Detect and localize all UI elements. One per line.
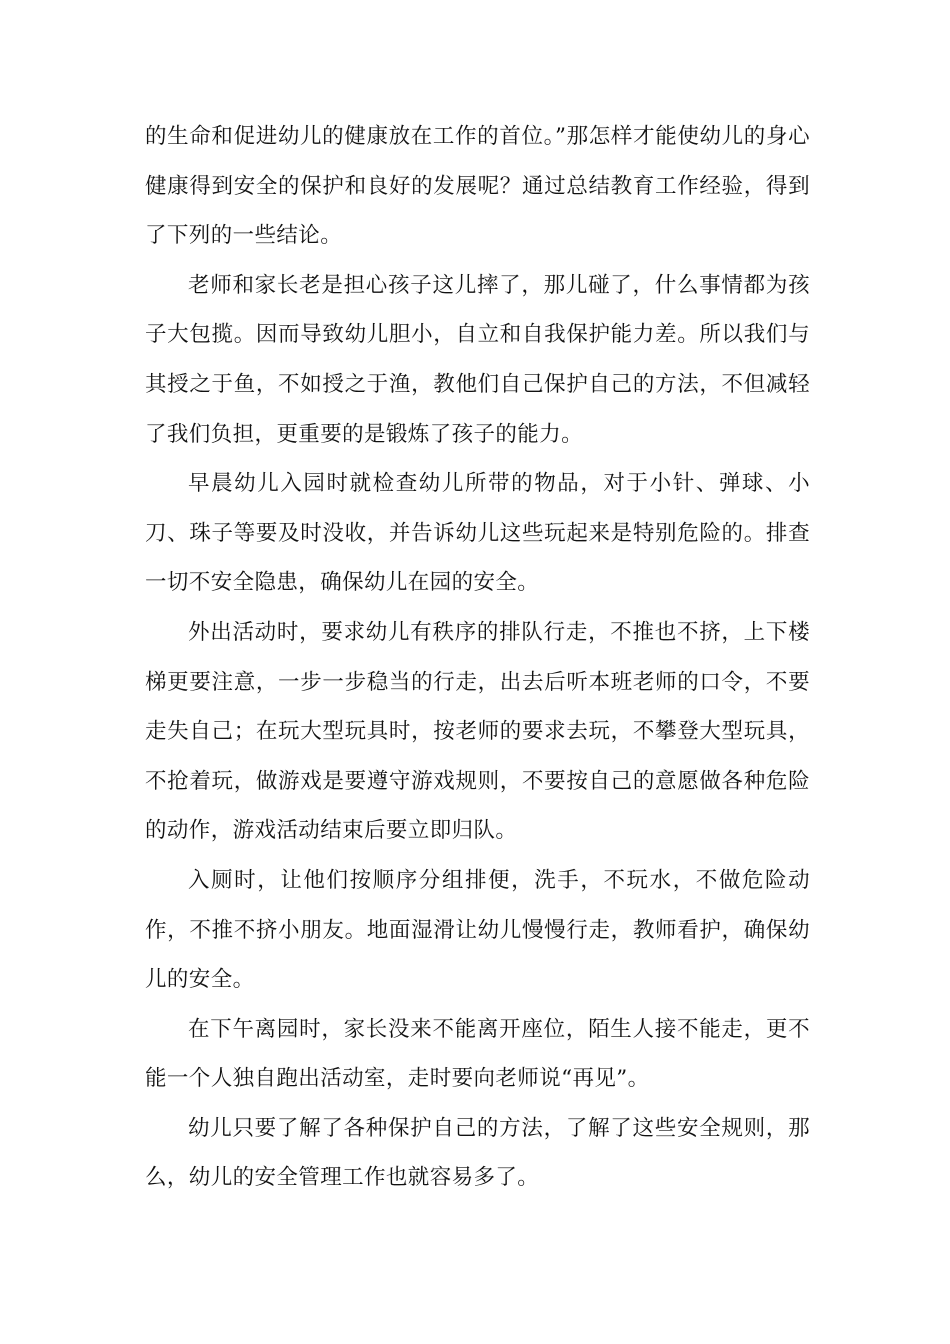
paragraph-continued: 的生命和促进幼儿的健康放在工作的首位。”那怎样才能使幼儿的身心健康得到安全的保护和良好的发展呢？通过总结教育工作经验，得到了下列的一些结论。 — [145, 124, 810, 249]
paragraph-outdoor-activity: 外出活动时，要求幼儿有秩序的排队行走，不推也不挤，上下楼梯更要注意，一步一步稳当的行走，出去后听本班老师的口令，不要走失自己；在玩大型玩具时，按老师的要求去玩，不攀登大型玩具，不抢着玩，做游戏是要遵守游戏规则，不要按自己的意愿做各种危险的动作，游戏活动结束后要立即归队。 — [145, 619, 810, 844]
paragraph-parents-worry: 老师和家长老是担心孩子这儿摔了，那儿碰了，什么事情都为孩子大包揽。因而导致幼儿胆小，自立和自我保护能力差。所以我们与其授之于鱼，不如授之于渔，教他们自己保护自己的方法，不但减轻了我们负担，更重要的是锻炼了孩子的能力。 — [145, 272, 810, 447]
paragraph-restroom: 入厕时，让他们按顺序分组排便，洗手，不玩水，不做危险动作，不推不挤小朋友。地面湿滑让幼儿慢慢行走，教师看护，确保幼儿的安全。 — [145, 867, 810, 993]
paragraph-morning-check: 早晨幼儿入园时就检查幼儿所带的物品，对于小针、弹球、小刀、珠子等要及时没收，并告诉幼儿这些玩起来是特别危险的。排查一切不安全隐患，确保幼儿在园的安全。 — [145, 471, 810, 596]
document-body — [145, 112, 810, 1203]
paragraph-conclusion: 幼儿只要了解了各种保护自己的方法，了解了这些安全规则，那么，幼儿的安全管理工作也就容易多了。 — [145, 1115, 810, 1191]
paragraph-afternoon-departure: 在下午离园时，家长没来不能离开座位，陌生人接不能走，更不能一个人独自跑出活动室，走时要向老师说“再见”。 — [145, 1016, 810, 1092]
